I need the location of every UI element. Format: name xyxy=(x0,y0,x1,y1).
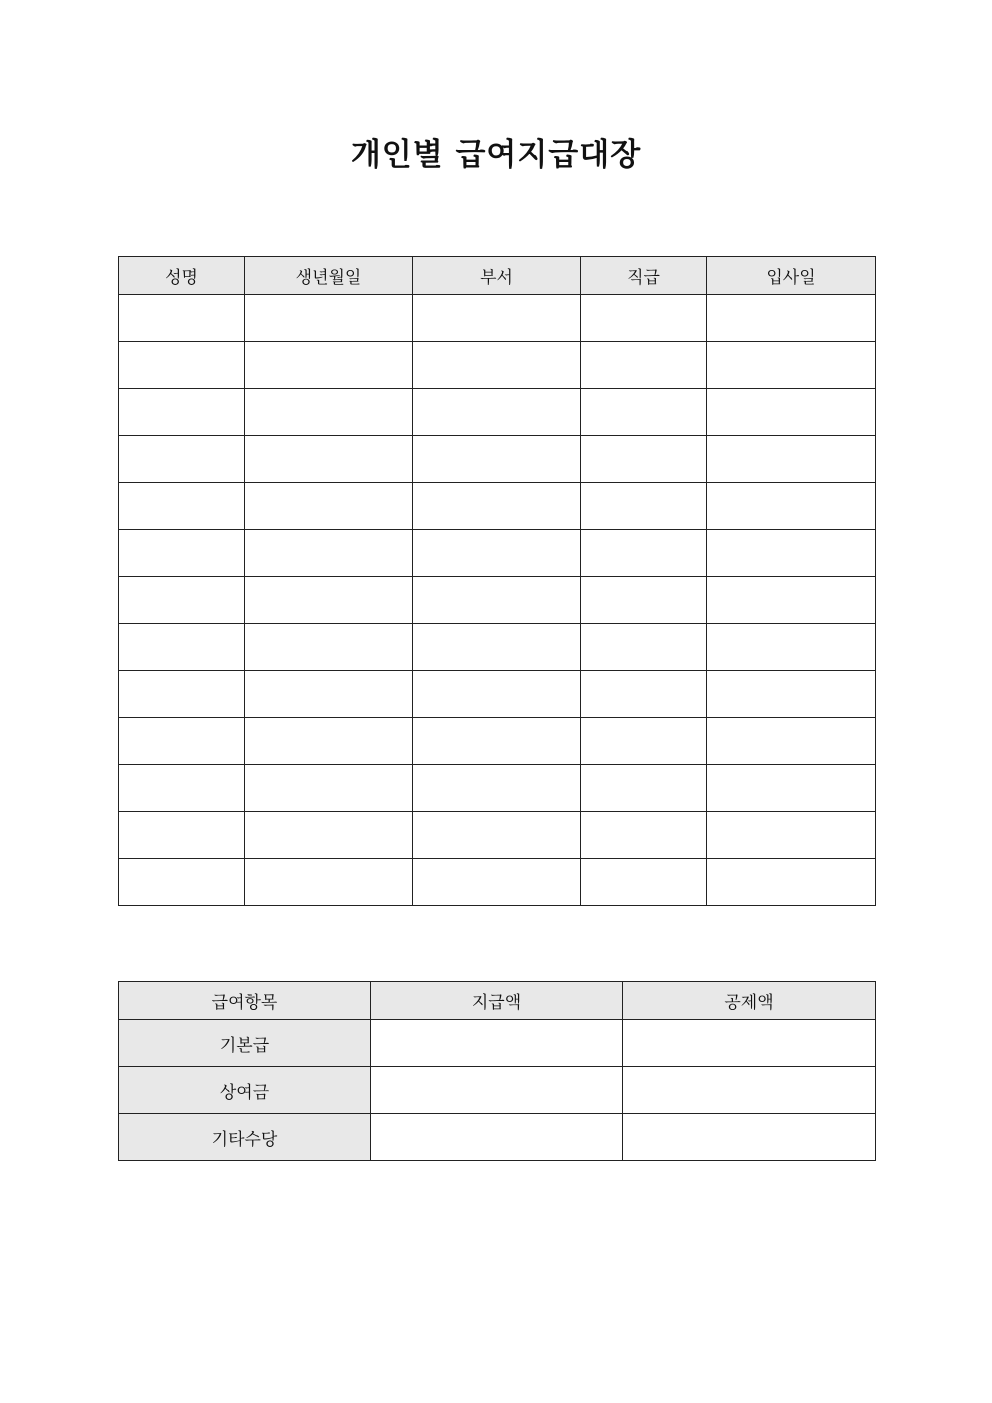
position-cell[interactable] xyxy=(581,812,707,859)
name-cell[interactable] xyxy=(119,389,245,436)
department-cell[interactable] xyxy=(413,436,581,483)
table-row xyxy=(119,624,876,671)
birthdate-cell[interactable] xyxy=(245,718,413,765)
join-date-cell[interactable] xyxy=(707,530,876,577)
join-date-cell[interactable] xyxy=(707,295,876,342)
position-cell[interactable] xyxy=(581,483,707,530)
position-cell[interactable] xyxy=(581,577,707,624)
birthdate-cell[interactable] xyxy=(245,342,413,389)
header-pay-item: 급여항목 xyxy=(119,982,371,1020)
join-date-cell[interactable] xyxy=(707,812,876,859)
table-row xyxy=(119,671,876,718)
department-cell[interactable] xyxy=(413,671,581,718)
department-cell[interactable] xyxy=(413,765,581,812)
table-row xyxy=(119,342,876,389)
table-row xyxy=(119,812,876,859)
position-cell[interactable] xyxy=(581,295,707,342)
join-date-cell[interactable] xyxy=(707,718,876,765)
table-row xyxy=(119,436,876,483)
birthdate-cell[interactable] xyxy=(245,389,413,436)
department-cell[interactable] xyxy=(413,577,581,624)
table-row xyxy=(119,577,876,624)
join-date-cell[interactable] xyxy=(707,577,876,624)
name-cell[interactable] xyxy=(119,295,245,342)
department-cell[interactable] xyxy=(413,859,581,906)
header-department: 부서 xyxy=(413,257,581,295)
header-name: 성명 xyxy=(119,257,245,295)
paid-amount-cell[interactable] xyxy=(371,1114,623,1161)
birthdate-cell[interactable] xyxy=(245,765,413,812)
join-date-cell[interactable] xyxy=(707,624,876,671)
table-row xyxy=(119,295,876,342)
position-cell[interactable] xyxy=(581,436,707,483)
position-cell[interactable] xyxy=(581,342,707,389)
department-cell[interactable] xyxy=(413,718,581,765)
header-paid-amount: 지급액 xyxy=(371,982,623,1020)
position-cell[interactable] xyxy=(581,389,707,436)
name-cell[interactable] xyxy=(119,483,245,530)
table-row xyxy=(119,389,876,436)
name-cell[interactable] xyxy=(119,577,245,624)
birthdate-cell[interactable] xyxy=(245,859,413,906)
deduction-amount-cell[interactable] xyxy=(623,1020,876,1067)
name-cell[interactable] xyxy=(119,812,245,859)
department-cell[interactable] xyxy=(413,530,581,577)
header-birthdate: 생년월일 xyxy=(245,257,413,295)
paid-amount-cell[interactable] xyxy=(371,1020,623,1067)
name-cell[interactable] xyxy=(119,342,245,389)
table-row xyxy=(119,530,876,577)
position-cell[interactable] xyxy=(581,859,707,906)
join-date-cell[interactable] xyxy=(707,859,876,906)
birthdate-cell[interactable] xyxy=(245,483,413,530)
join-date-cell[interactable] xyxy=(707,483,876,530)
pay-item-label: 기타수당 xyxy=(119,1114,371,1161)
birthdate-cell[interactable] xyxy=(245,624,413,671)
deduction-amount-cell[interactable] xyxy=(623,1067,876,1114)
birthdate-cell[interactable] xyxy=(245,436,413,483)
position-cell[interactable] xyxy=(581,624,707,671)
join-date-cell[interactable] xyxy=(707,671,876,718)
birthdate-cell[interactable] xyxy=(245,812,413,859)
pay-row-bonus xyxy=(119,1067,876,1114)
table-row xyxy=(119,718,876,765)
department-cell[interactable] xyxy=(413,624,581,671)
pay-row-base-salary xyxy=(119,1020,876,1067)
name-cell[interactable] xyxy=(119,671,245,718)
table-row xyxy=(119,765,876,812)
join-date-cell[interactable] xyxy=(707,389,876,436)
pay-item-label: 기본급 xyxy=(119,1020,371,1067)
department-cell[interactable] xyxy=(413,342,581,389)
join-date-cell[interactable] xyxy=(707,765,876,812)
page-title: 개인별 급여지급대장 xyxy=(350,137,642,173)
name-cell[interactable] xyxy=(119,530,245,577)
employee-info-table xyxy=(118,256,876,906)
position-cell[interactable] xyxy=(581,718,707,765)
pay-items-table xyxy=(118,981,876,1161)
name-cell[interactable] xyxy=(119,859,245,906)
pay-table-header-row xyxy=(119,982,876,1020)
position-cell[interactable] xyxy=(581,765,707,812)
department-cell[interactable] xyxy=(413,295,581,342)
department-cell[interactable] xyxy=(413,389,581,436)
header-position: 직급 xyxy=(581,257,707,295)
birthdate-cell[interactable] xyxy=(245,577,413,624)
name-cell[interactable] xyxy=(119,765,245,812)
join-date-cell[interactable] xyxy=(707,342,876,389)
birthdate-cell[interactable] xyxy=(245,671,413,718)
name-cell[interactable] xyxy=(119,624,245,671)
deduction-amount-cell[interactable] xyxy=(623,1114,876,1161)
pay-row-other-allowance xyxy=(119,1114,876,1161)
paid-amount-cell[interactable] xyxy=(371,1067,623,1114)
pay-item-label: 상여금 xyxy=(119,1067,371,1114)
name-cell[interactable] xyxy=(119,718,245,765)
position-cell[interactable] xyxy=(581,530,707,577)
table-row xyxy=(119,859,876,906)
table-row xyxy=(119,483,876,530)
department-cell[interactable] xyxy=(413,812,581,859)
employee-table-body xyxy=(119,295,876,906)
header-join-date: 입사일 xyxy=(707,257,876,295)
header-deduction-amount: 공제액 xyxy=(623,982,876,1020)
birthdate-cell[interactable] xyxy=(245,530,413,577)
position-cell[interactable] xyxy=(581,671,707,718)
birthdate-cell[interactable] xyxy=(245,295,413,342)
employee-table-header-row xyxy=(119,257,876,295)
name-cell[interactable] xyxy=(119,436,245,483)
department-cell[interactable] xyxy=(413,483,581,530)
join-date-cell[interactable] xyxy=(707,436,876,483)
